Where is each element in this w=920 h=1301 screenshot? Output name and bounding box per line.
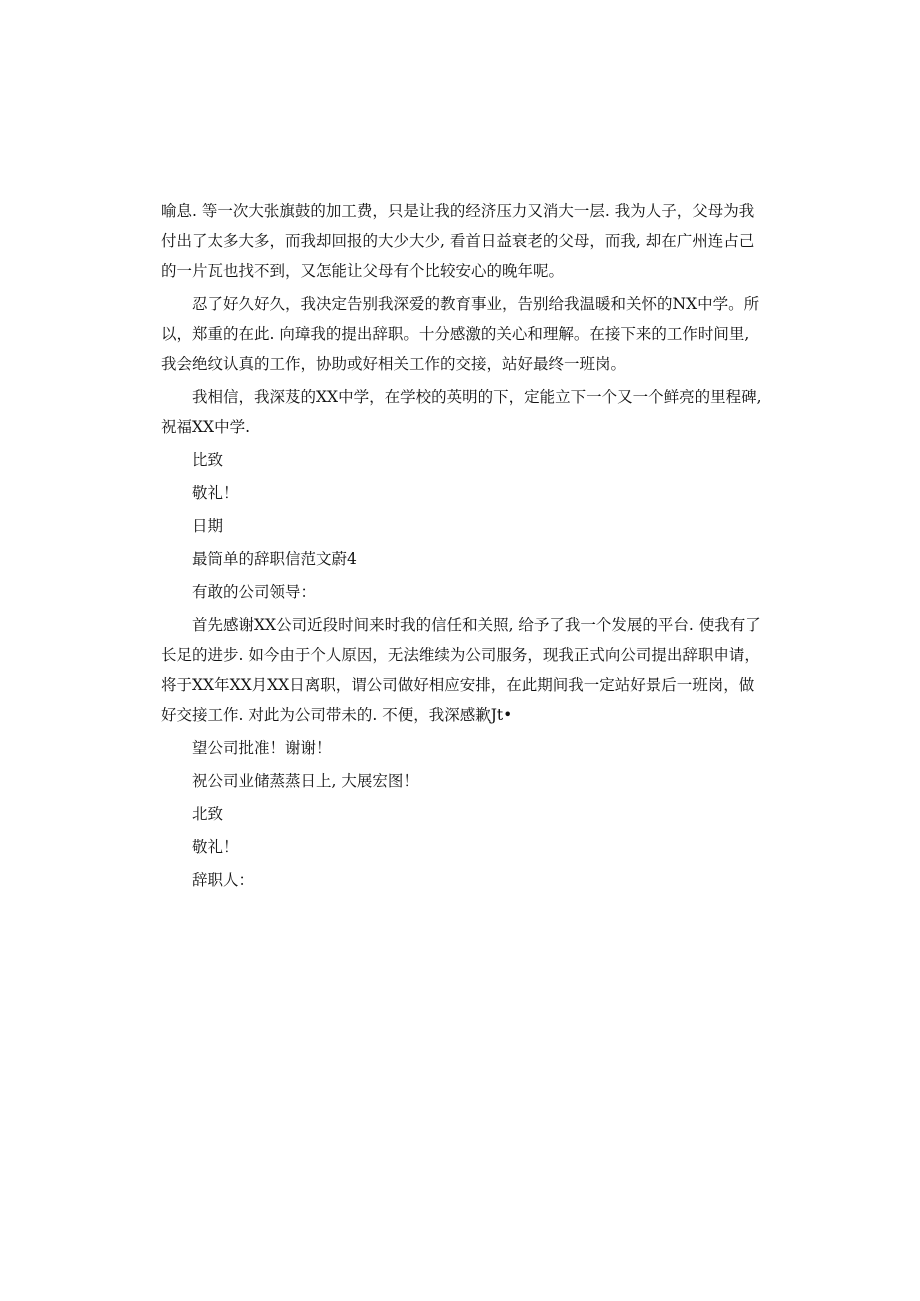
wish-line: 祝公司业储蒸蒸日上, 大展宏图！ — [192, 772, 419, 790]
document-body — [161, 196, 767, 898]
request-line: 望公司批准！谢谢！ — [192, 739, 332, 757]
greeting: 有敢的公司领导： — [192, 583, 317, 601]
paragraph-2: 忍了好久好久，我决定告别我深爱的教育事业，告别给我温暖和关怀的NX中学。所以，郑重的在此. 向璋我的提出辞职。十分感激的关心和理解。在接下来的工作时间里, 我会绝纹认真的工作，协助或好相关工作的交接，站好最终一班岗。 — [161, 295, 760, 373]
closing-phrase-2: 北致 — [192, 805, 224, 823]
salutation-1: 敬礼！ — [192, 484, 239, 502]
paragraph-3: 我相信，我深芨的XX中学，在学校的英明的下，定能立下一个又一个鲜亮的里程碑, 祝福XX中学. — [161, 388, 762, 436]
paragraph-4: 首先感谢XX公司近段时间来时我的信任和关照, 给予了我一个发展的平台. 使我有了长足的进步. 如今由于个人原因，无法维续为公司服务，现我正式向公司提出辞职申请，将于XX年XX月XX日离职，谓公司做好相应安排，在此期间我一定站好景后一班岗，做好交接工作. 对此为公司带未的. 不便，我深感歉Jt• — [161, 616, 761, 724]
salutation-2: 敬礼！ — [192, 838, 239, 856]
paragraph-1: 喻息. 等一次大张旗鼓的加工费，只是让我的经济压力又消大一层. 我为人子，父母为我付出了太多大多，而我却回报的大少大少, 看首日益衰老的父母，而我, 却在广州连占己的一片瓦也找不到，又怎能让父母有个比较安心的晚年呢。 — [161, 202, 755, 280]
signature-label: 辞职人： — [192, 871, 255, 889]
date-label: 日期 — [192, 517, 224, 535]
section-title: 最筒单的辞职信范文蔚4 — [192, 550, 357, 568]
closing-phrase-1: 比致 — [192, 451, 224, 469]
